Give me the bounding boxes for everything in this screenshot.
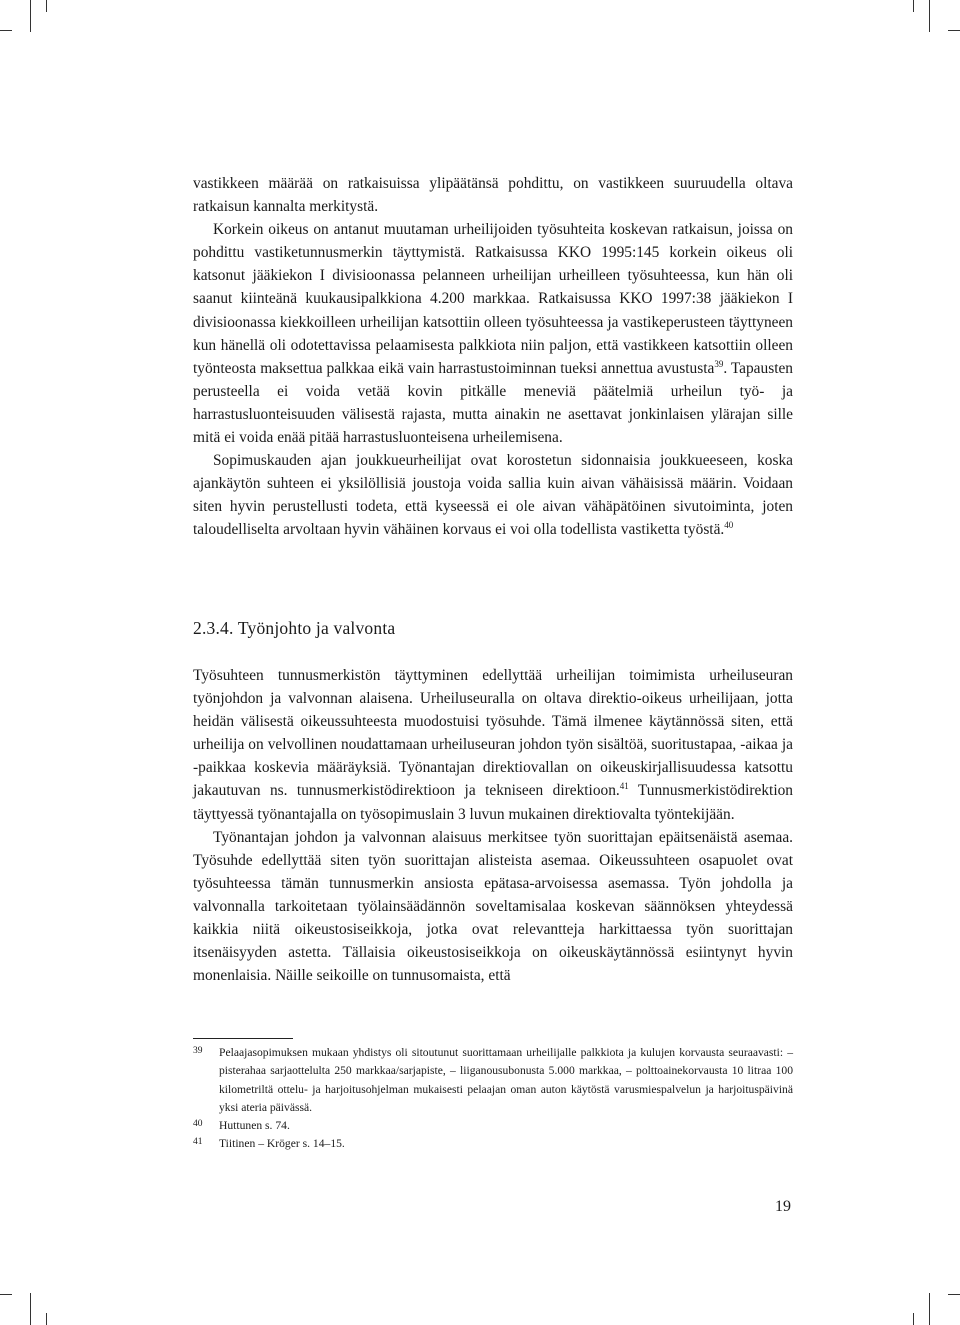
footnote-ref: 40 bbox=[724, 520, 734, 531]
footnote bbox=[193, 1044, 793, 1117]
footnote-ref: 41 bbox=[619, 781, 629, 792]
paragraph bbox=[193, 449, 793, 541]
paragraph: Työnantajan johdon ja valvonnan alaisuus merkitsee työn suorittajan epäitsenäistä asemaa. Työsuhde edellyttää siten työn suorittajan alisteista asemaa. Oikeussuhteen osapuolet ovat työsuhteessa tämän tunnusmerkin ansiosta epätasa-arvoisessa asemassa. Työn johdolla ja valvonnalla tarkoitetaan työlainsäädännön soveltamisalaa koskevan säännöksen yhteydessä kaikkia niitä oikeustosiseikkoja, jotka ovat relevantteja harkittaessa työn suorittajan itsenäisyyden astetta. Tällaisia oikeustosiseikkoja on oikeuskäytännössä esiintynyt hyvin monenlaisia. Näille seikoille on tunnusomaista, että bbox=[193, 828, 793, 985]
footnote-number: 39 bbox=[193, 1046, 203, 1056]
footnote bbox=[193, 1135, 793, 1153]
footnote-text: Pelaajasopimuksen mukaan yhdistys oli sitoutunut suorittamaan urheilijalle palkkiota ja kulujen korvausta seuraavasti: – pisterahaa sarjaottelulta 250 markkaa/sarjapiste, – liiganousubonusta 5.000 markkaa, – polttoainekorvausta 10 litraa 100 kilometriltä ottelu- ja harjoitusohjelman mukaisesti pelaajan oman auton käytöstä varusmiespalvelun ja harjoituspäivinä yksi ateria päivässä. bbox=[219, 1046, 793, 1114]
paragraph-text: Tunnusmerkistödirektion täyttyessä työnantajalla on työsopimuslain 3 luvun mukainen direktiovalta työntekijään. bbox=[193, 782, 793, 823]
footnote-ref: 39 bbox=[714, 358, 724, 369]
section-heading: 2.3.4. Työnjohto ja valvonta bbox=[193, 618, 396, 638]
paragraph-text: . Tapausten perusteella ei voida vetää kovin pitkälle meneviä päätelmiä urheilun työ- ja harrastusluonteisuuden välisestä rajasta, mutta ainakin ne asettavat jonkinlaisen ylärajan sille mitä ei voida enää pitää harrastusluonteisena urheilemisena. bbox=[193, 359, 793, 447]
footnote-divider bbox=[193, 1038, 293, 1039]
paragraph-text: Sopimuskauden ajan joukkueurheilijat ovat korostetun sidonnaisia joukkueeseen, koska ajankäytön suhteen ei yksilöllisiä joustoja voida sallia kuin aivan vähäisissä määrin. Voidaan siten hyvin perustellusti todeta, että kyseessä ei ole aivan vähäpätöinen sivutoiminta, joten taloudelliselta arvoltaan hyvin vähäinen korvaus ei voi olla todellista vastiketta työstä. bbox=[193, 452, 793, 539]
body-text-bottom bbox=[193, 664, 793, 987]
page-number: 19 bbox=[775, 1198, 791, 1215]
footnotes bbox=[193, 1044, 793, 1154]
paragraph bbox=[193, 218, 793, 449]
footnote-text: Tiitinen – Kröger s. 14–15. bbox=[219, 1137, 345, 1151]
footnote-text: Huttunen s. 74. bbox=[219, 1119, 290, 1133]
paragraph-text: Korkein oikeus on antanut muutaman urheilijoiden työsuhteita koskevan ratkaisun, joissa on pohdittu vastiketunnusmerkin täyttymistä. Ratkaisussa KKO 1995:145 korkein oikeus oli katsonut jääkiekon I divisioonassa pelanneen urheilijan urheilleen työsuhteessa, kun hän oli saanut kiinteänä kuukausipalkkiona 4.200 markkaa. Ratkaisussa KKO 1997:38 jääkiekon I divisioonassa kiekkoilleen urheilijan katsottiin olleen työsuhteessa ja vastikeperusteen täyttyneen kun hänellä oli odotettavissa pelaamisesta palkkiota niin paljon, että vastikkeen katsottiin olleen työnteosta maksettua palkkaa eikä vain harrastustoiminnan tueksi annettua avustusta bbox=[193, 221, 793, 377]
body-text-top bbox=[193, 172, 793, 542]
footnote-number: 41 bbox=[193, 1137, 203, 1148]
footnote-number: 40 bbox=[193, 1119, 203, 1130]
paragraph bbox=[193, 664, 793, 826]
footnote bbox=[193, 1117, 793, 1135]
paragraph: vastikkeen määrää on ratkaisuissa ylipäätänsä pohdittu, on vastikkeen suuruudella oltava ratkaisun kannalta merkitystä. bbox=[193, 175, 793, 216]
paragraph-text: Työsuhteen tunnusmerkistön täyttyminen edellyttää urheilijan toimimista urheiluseuran työnjohdon ja valvonnan alaisena. Urheiluseuralla on oltava direktio-oikeus urheilijaan, jotta heidän välisestä oikeussuhteesta muodostuisi työsuhde. Tämä ilmenee käytännössä siten, että urheilija on velvollinen noudattamaan urheiluseuran johdon työn sisältöä, suoritustapaa, -aikaa ja -paikkaa koskevia määräyksiä. Työnantajan direktiovallan on oikeuskirjallisuudessa katsottu jakautuvan ns. tunnusmerkistödirektioon ja tekniseen direktioon. bbox=[193, 667, 793, 800]
